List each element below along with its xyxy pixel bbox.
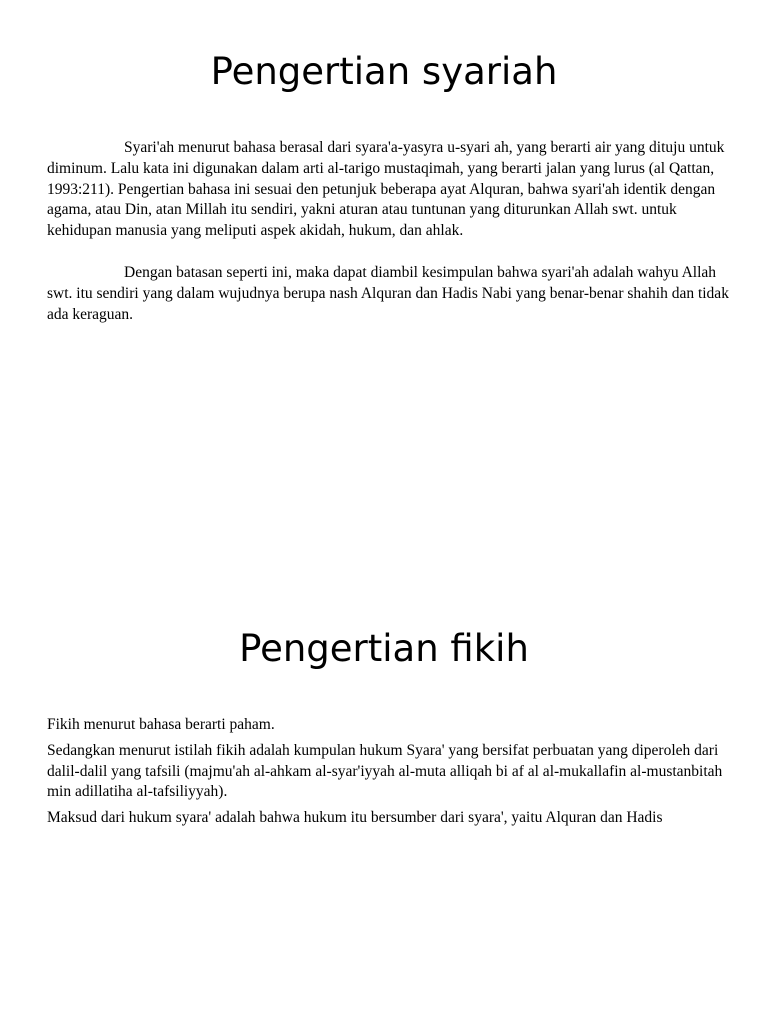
paragraph-syariah-conclusion: Dengan batasan seperti ini, maka dapat diambil kesimpulan bahwa syari'ah adalah wahyu Allah swt. itu sendiri yang dalam wujudnya berupa nash Alquran dan Hadis Nabi yang benar-benar shahih dan tidak ada keraguan. [47, 263, 729, 323]
slide-body-syariah [47, 138, 737, 325]
paragraph-fikih-bahasa: Fikih menurut bahasa berarti paham. [47, 716, 275, 733]
paragraph-fikih-hukum-syara: Maksud dari hukum syara' adalah bahwa hukum itu bersumber dari syara', yaitu Alquran dan Hadis [47, 809, 663, 827]
slide-fikih [0, 512, 768, 1024]
slide-title-syariah: Pengertian syariah [210, 50, 558, 93]
paragraph-fikih-istilah: Sedangkan menurut istilah fikih adalah kumpulan hukum Syara' yang bersifat perbuatan yang diperoleh dari dalil-dalil yang tafsili (majmu'ah al-ahkam al-syar'iyyah al-muta alliqah bi af al al-mukallafin al-mustanbitah min adillatiha al-tafsiliyyah). [47, 741, 723, 801]
slide-title-fikih: Pengertian fikih [239, 627, 529, 670]
paragraph-syariah-definition: Syari'ah menurut bahasa berasal dari syara'a-yasyra u-syari ah, yang berarti air yang dituju untuk diminum. Lalu kata ini digunakan dalam arti al-tarigo mustaqimah, yang berarti jalan yang lurus (al Qattan, 1993:211). Pengertian bahasa ini sesuai den petunjuk beberapa ayat Alquran, bahwa syari'ah identik dengan agama, atau Din, atan Millah itu sendiri, yakni aturan atau tuntunan yang diturunkan Allah swt. untuk kehidupan manusia yang meliputi aspek akidah, hukum, dan ahlak. [47, 139, 725, 240]
slide-body-fikih [47, 715, 737, 829]
